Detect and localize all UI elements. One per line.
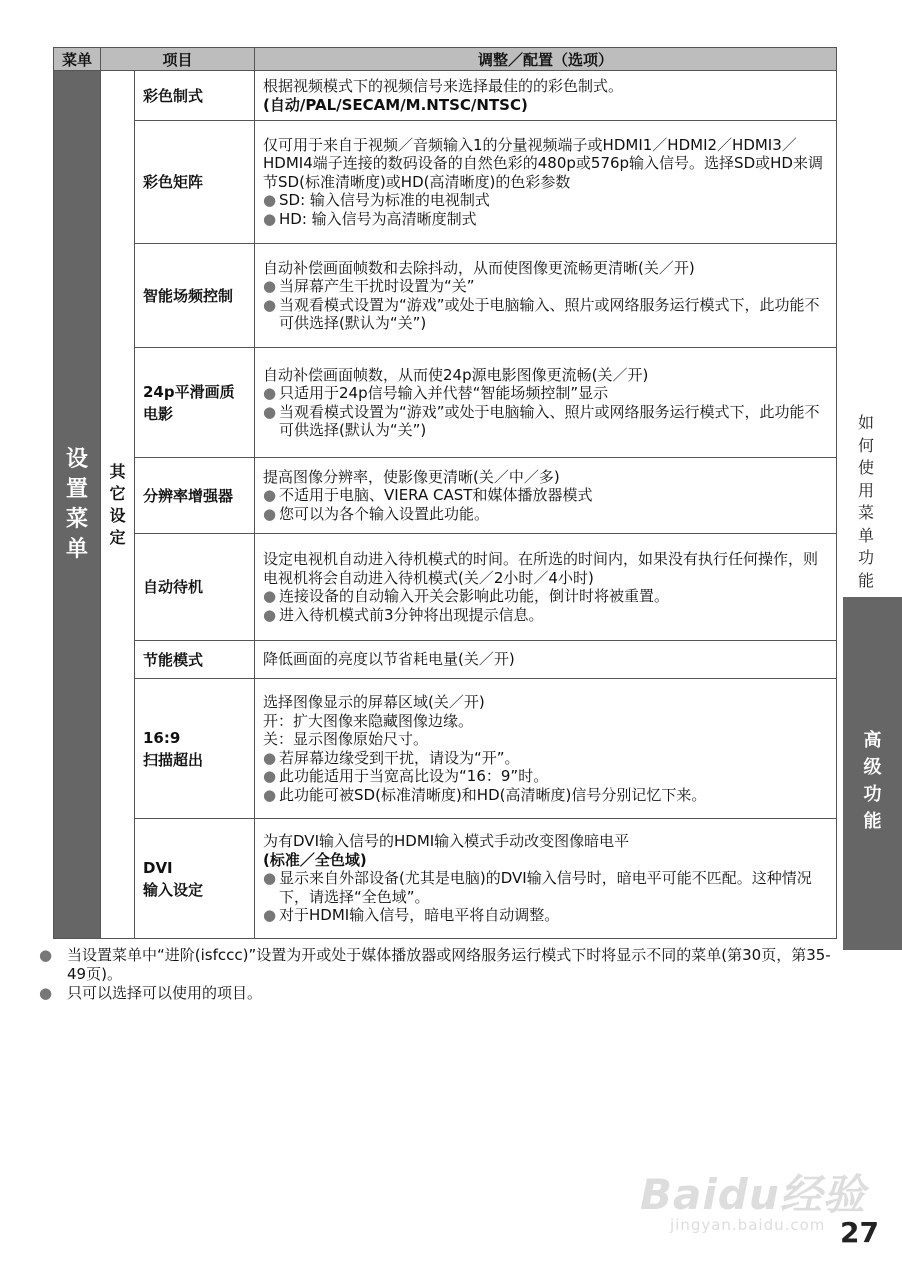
item-cell bbox=[135, 641, 255, 679]
page-number: 27 bbox=[840, 1216, 879, 1249]
desc-bullet: ● 当观看模式设置为“游戏”或处于电脑输入、照片或网络服务运行模式下，此功能不可供选择(默认为“关”) bbox=[263, 295, 820, 332]
desc-bullet: ● SD: 输入信号为标准的电视制式 bbox=[263, 191, 490, 210]
chapter-tab bbox=[843, 597, 902, 950]
bullet-dot-icon: ● bbox=[263, 402, 277, 421]
watermark-logo: Baidu经验 bbox=[640, 1170, 866, 1219]
desc-bullet: ● 不适用于电脑、VIERA CAST和媒体播放器模式 bbox=[263, 486, 593, 505]
submenu-other-settings-label bbox=[101, 71, 135, 939]
settings-table bbox=[53, 47, 837, 939]
desc-bullet: ● 显示来自外部设备(尤其是电脑)的DVI输入信号时，暗电平可能不匹配。这种情况下，请选择“全色域”。 bbox=[263, 869, 812, 906]
desc-line: 降低画面的亮度以节省耗电量(关／开) bbox=[263, 650, 515, 669]
menu-char: 置 bbox=[65, 476, 88, 502]
submenu-char: 设 bbox=[109, 505, 126, 525]
desc-bullet: ● 进入待机模式前3分钟将出现提示信息。 bbox=[263, 605, 544, 624]
menu-char: 设 bbox=[65, 446, 88, 472]
item-cell bbox=[135, 679, 255, 819]
item-cell bbox=[135, 244, 255, 348]
table-row bbox=[54, 679, 837, 819]
bullet-dot-icon: ● bbox=[263, 605, 277, 624]
item-label: 分辨率增强器 bbox=[143, 486, 234, 505]
bullet-dot-icon: ● bbox=[263, 869, 277, 888]
menu-char: 菜 bbox=[65, 506, 88, 532]
desc-bullet: ● 当屏幕产生干扰时设置为“关” bbox=[263, 277, 475, 295]
chapter-tab-label: 高 级 功 能 bbox=[863, 730, 882, 832]
menu-setup-label bbox=[54, 71, 101, 939]
desc-line: 根据视频模式下的视频信号来选择最佳的的彩色制式。 bbox=[263, 77, 624, 95]
footnote: ● 只可以选择可以使用的项目。 bbox=[39, 984, 263, 1002]
bullet-dot-icon: ● bbox=[263, 486, 277, 505]
desc-line: 自动补偿画面帧数和去除抖动，从而使图像更流畅更清晰(关／开) bbox=[263, 258, 695, 277]
desc-line: 选择图像显示的屏幕区域(关／开) bbox=[263, 693, 485, 711]
table-row bbox=[54, 244, 837, 348]
table-row bbox=[54, 641, 837, 679]
table-header-row bbox=[54, 48, 837, 71]
desc-line: 开：扩大图像来隐藏图像边缘。 bbox=[263, 711, 474, 730]
desc-line: 设定电视机自动进入待机模式的时间。在所选的时间内，如果没有执行任何操作，则电视机将会自动进入待机模式(关／2小时／4小时) bbox=[263, 550, 819, 587]
desc-cell bbox=[255, 71, 837, 121]
item-label: 智能场频控制 bbox=[143, 286, 234, 305]
desc-bullet: ● 对于HDMI输入信号，暗电平将自动调整。 bbox=[263, 906, 560, 925]
header-item: 项目 bbox=[101, 48, 255, 71]
item-label: 24p平滑画质 bbox=[143, 382, 235, 401]
watermark-url: jingyan.baidu.com bbox=[670, 1216, 826, 1234]
desc-cell bbox=[255, 458, 837, 534]
submenu-char: 定 bbox=[109, 527, 126, 547]
desc-bullet: ● 您可以为各个输入设置此功能。 bbox=[263, 504, 490, 523]
item-cell bbox=[135, 819, 255, 939]
desc-line: 自动补偿画面帧数，从而使24p源电影图像更流畅(关／开) bbox=[263, 365, 649, 384]
desc-cell bbox=[255, 641, 837, 679]
desc-cell bbox=[255, 348, 837, 458]
bullet-dot-icon: ● bbox=[263, 191, 277, 210]
bullet-dot-icon: ● bbox=[263, 587, 277, 605]
desc-cell bbox=[255, 679, 837, 819]
item-label: 扫描超出 bbox=[143, 750, 204, 769]
desc-line: 提高图像分辨率，使影像更清晰(关／中／多) bbox=[263, 467, 560, 486]
item-label: 彩色矩阵 bbox=[143, 173, 204, 191]
item-label: 节能模式 bbox=[143, 650, 204, 669]
item-cell bbox=[135, 121, 255, 244]
item-cell bbox=[135, 534, 255, 641]
desc-bullet: ● 连接设备的自动输入开关会影响此功能，倒计时将被重置。 bbox=[263, 587, 670, 605]
bullet-dot-icon: ● bbox=[263, 384, 277, 402]
header-menu: 菜单 bbox=[54, 48, 101, 71]
baidu-watermark bbox=[640, 1150, 870, 1240]
desc-line: (标准／全色域) bbox=[263, 850, 367, 869]
item-label: 电影 bbox=[143, 404, 174, 423]
bullet-dot-icon: ● bbox=[39, 946, 53, 964]
table-row bbox=[54, 121, 837, 244]
desc-line: 仅可用于来自于视频／音频输入1的分量视频端子或HDMI1／HDMI2／HDMI3／HDMI4端子连接的数码设备的自然色彩的480p或576p输入信号。选择SD或HD来调节SD(标准清晰度)或HD(高清晰度)的色彩参数 bbox=[263, 135, 823, 191]
item-cell bbox=[135, 348, 255, 458]
item-cell bbox=[135, 71, 255, 121]
desc-cell bbox=[255, 244, 837, 348]
item-cell bbox=[135, 458, 255, 534]
desc-cell bbox=[255, 121, 837, 244]
table-row bbox=[54, 534, 837, 641]
footnotes bbox=[39, 946, 843, 1003]
desc-line: (自动/PAL/SECAM/M.NTSC/NTSC) bbox=[263, 95, 528, 114]
desc-bullet: ● 此功能可被SD(标准清晰度)和HD(高清晰度)信号分别记忆下来。 bbox=[263, 785, 707, 804]
bullet-dot-icon: ● bbox=[263, 209, 277, 228]
item-label: 输入设定 bbox=[143, 880, 204, 899]
footnote: ● 当设置菜单中“进阶(isfccc)”设置为开或处于媒体播放器或网络服务运行模式下时将显示不同的菜单(第30页，第35-49页)。 bbox=[39, 946, 831, 983]
bullet-dot-icon: ● bbox=[263, 767, 277, 785]
submenu-char: 其 bbox=[109, 461, 126, 481]
item-label: 16:9 bbox=[143, 728, 181, 747]
desc-bullet: ● 此功能适用于当宽高比设为“16：9”时。 bbox=[263, 767, 549, 785]
desc-bullet: ● 当观看模式设置为“游戏”或处于电脑输入、照片或网络服务运行模式下，此功能不可供选择(默认为“关”) bbox=[263, 402, 820, 439]
menu-char: 单 bbox=[65, 536, 88, 562]
desc-line: 为有DVI输入信号的HDMI输入模式手动改变图像暗电平 bbox=[263, 832, 630, 851]
bullet-dot-icon: ● bbox=[263, 295, 277, 314]
item-label: DVI bbox=[143, 858, 173, 877]
table-row bbox=[54, 71, 837, 121]
bullet-dot-icon: ● bbox=[263, 504, 277, 523]
desc-bullet: ● HD: 输入信号为高清晰度制式 bbox=[263, 209, 477, 228]
item-label: 自动待机 bbox=[143, 578, 204, 596]
table-row bbox=[54, 819, 837, 939]
desc-line: 关：显示图像原始尺寸。 bbox=[263, 730, 429, 748]
header-adjust: 调整／配置（选项） bbox=[255, 48, 837, 71]
desc-cell bbox=[255, 534, 837, 641]
bullet-dot-icon: ● bbox=[263, 277, 277, 295]
bullet-dot-icon: ● bbox=[263, 906, 277, 925]
table-row bbox=[54, 348, 837, 458]
table-row bbox=[54, 458, 837, 534]
desc-bullet: ● 若屏幕边缘受到干扰，请设为“开”。 bbox=[263, 748, 520, 767]
bullet-dot-icon: ● bbox=[39, 984, 53, 1002]
submenu-char: 它 bbox=[109, 483, 126, 503]
section-side-label: 如 何 使 用 菜 单 功 能 bbox=[857, 413, 874, 590]
desc-cell bbox=[255, 819, 837, 939]
bullet-dot-icon: ● bbox=[263, 748, 277, 767]
item-label: 彩色制式 bbox=[143, 86, 204, 105]
bullet-dot-icon: ● bbox=[263, 785, 277, 804]
desc-bullet: ● 只适用于24p信号输入并代替“智能场频控制”显示 bbox=[263, 384, 609, 402]
